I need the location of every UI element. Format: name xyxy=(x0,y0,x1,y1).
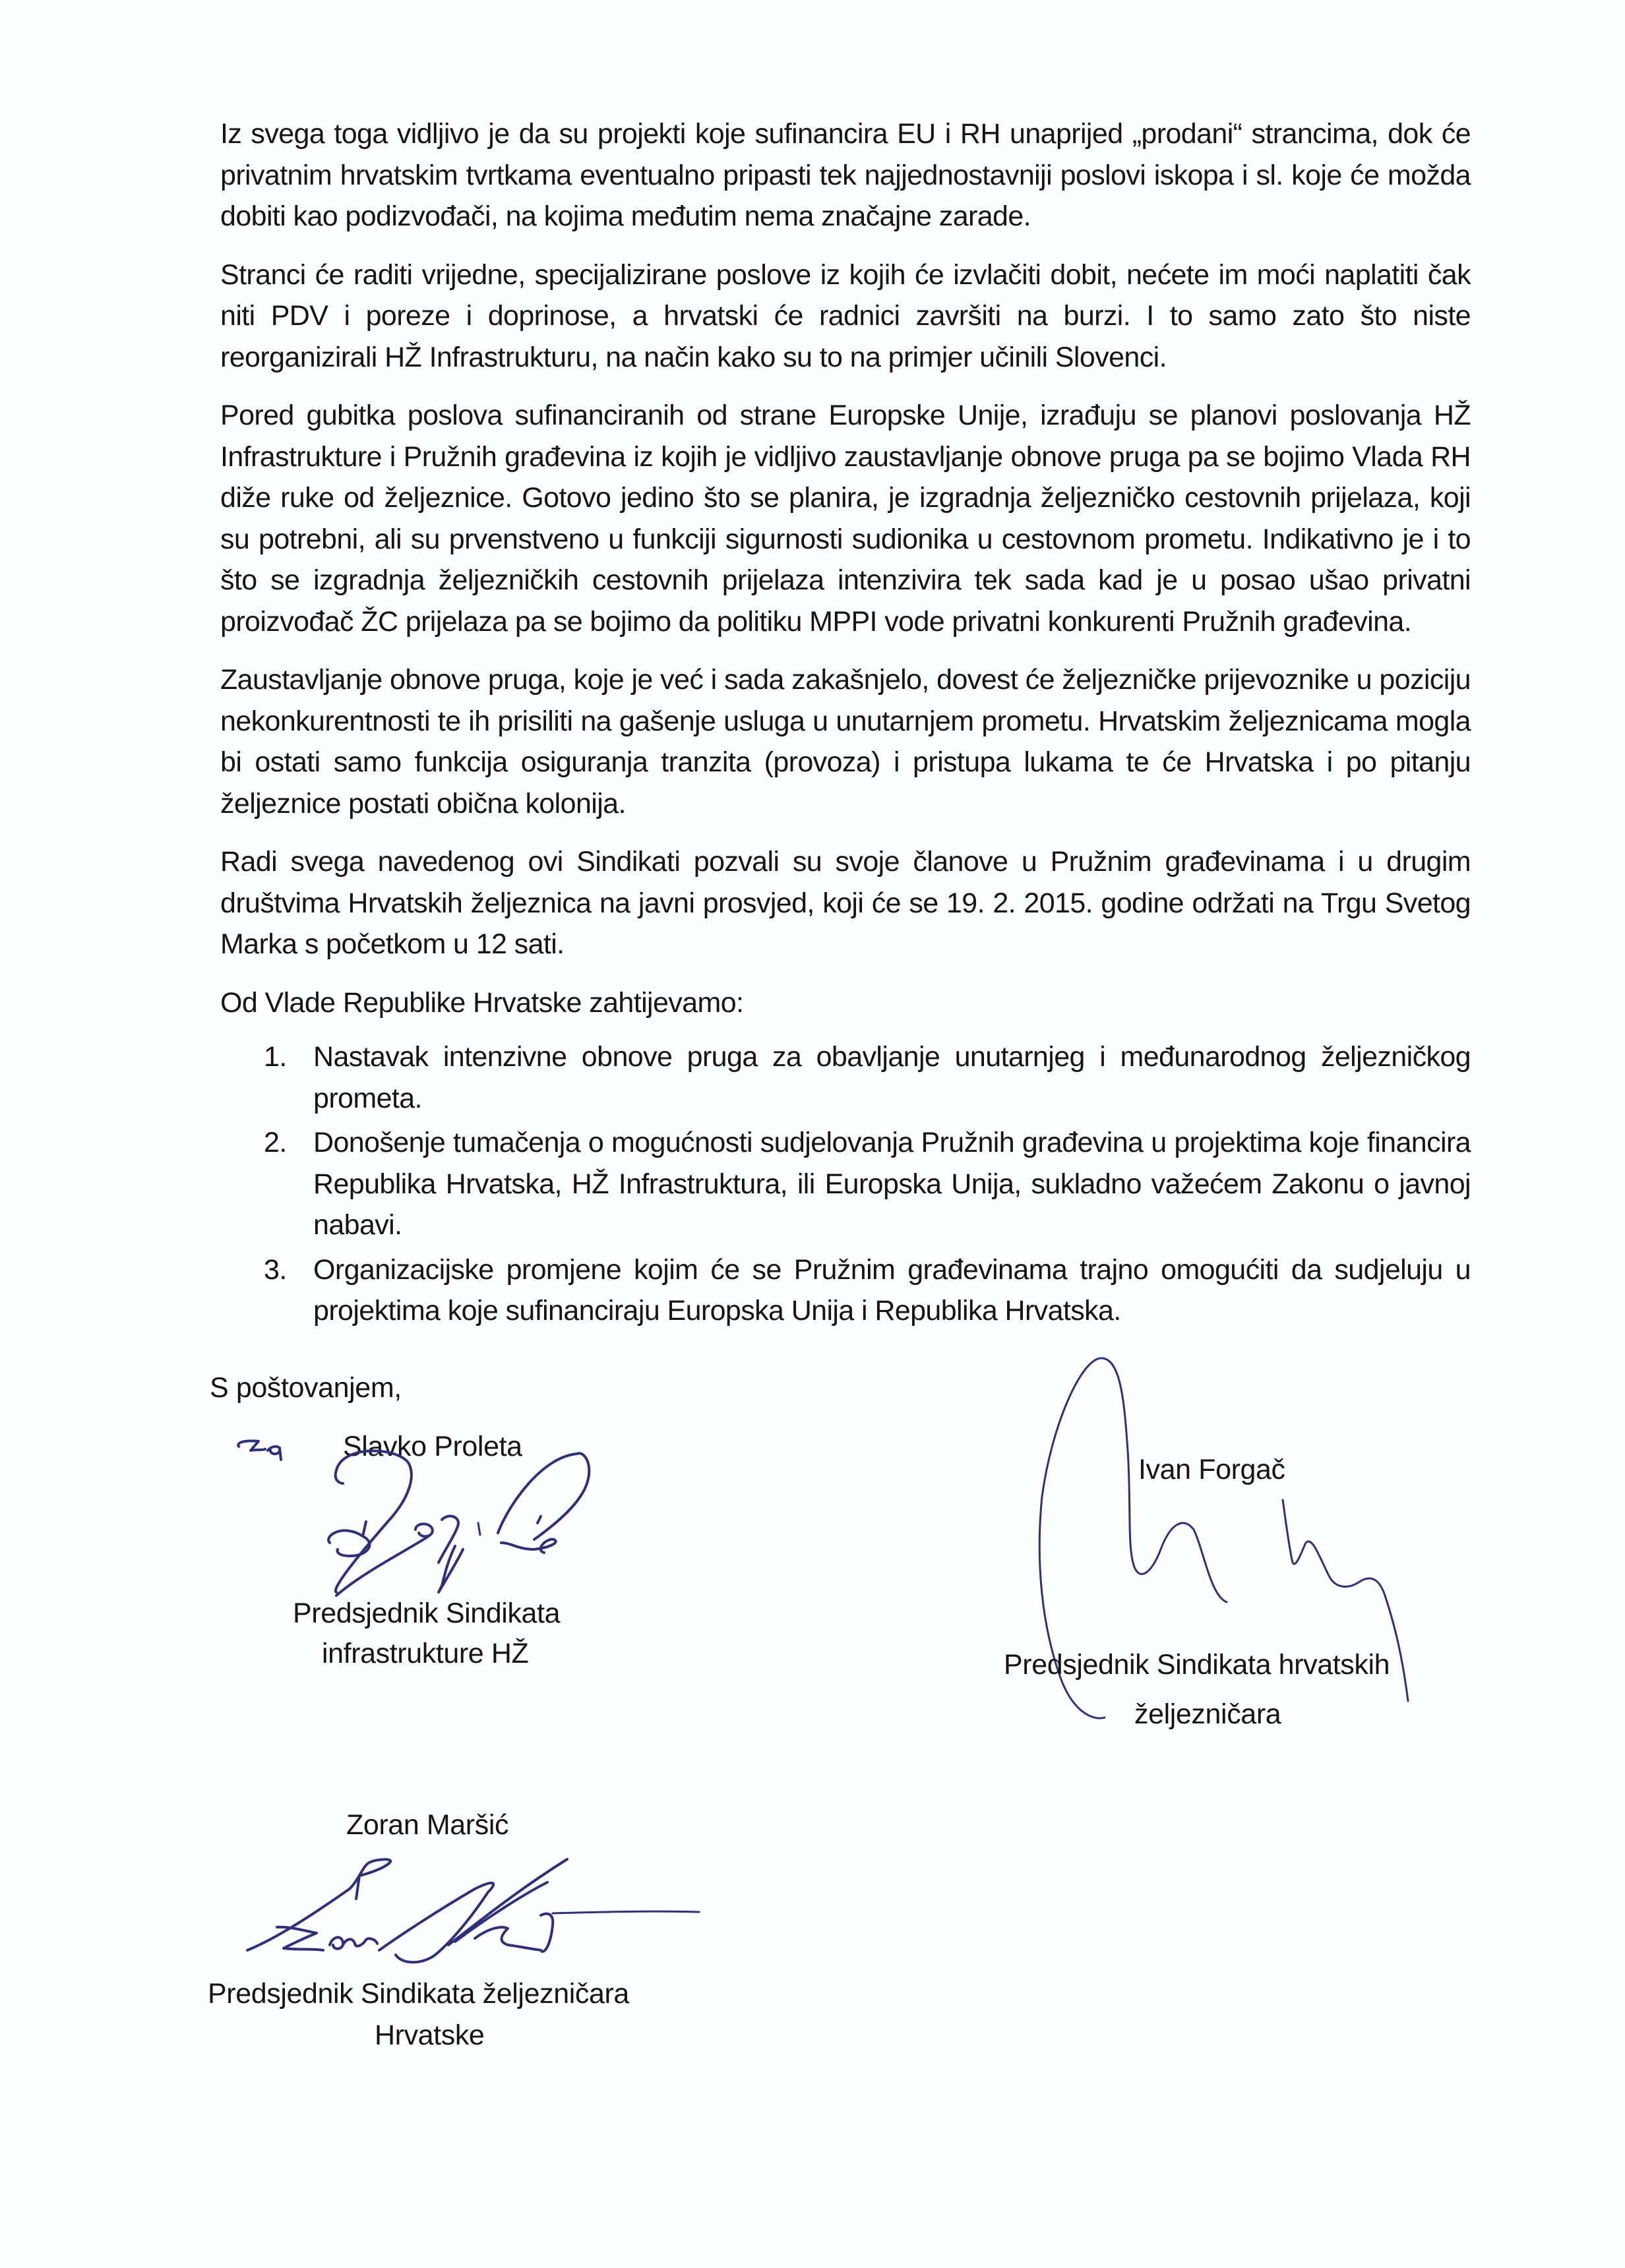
list-number: 3. xyxy=(264,1253,287,1286)
paragraph: Pored gubitka poslova sufinanciranih od strane Europske Unije, izrađuju se planovi poslovanja HŽ Infrastrukture i Pružnih građevina iz kojih je vidljivo zaustavljanje obnove pruga pa se bojimo Vlada RH diže ruke od željeznice. Gotovo jedino što se planira, je izgradnja željezničko cestovnih prijelaza, koji su potrebni, ali su prvenstveno u funkciji sigurnosti sudionika u cestovnom prometu. Indikativno je i to što se izgradnja željezničkih cestovnih prijelaza intenzivira tek sada kad je u posao ušao privatni proizvođač ŽC prijelaza pa se bojimo da politiku MPPI vode privatni konkurenti Pružnih građevina. xyxy=(220,400,1471,638)
signatory-title: Predsjednik Sindikata hrvatskih xyxy=(1004,1649,1390,1681)
signatory-title: željezničara xyxy=(1134,1698,1281,1730)
closing-salutation: S poštovanjem, xyxy=(210,1372,402,1404)
signatory-name: Slavko Proleta xyxy=(343,1431,522,1462)
signature-slavko-icon xyxy=(323,1444,627,1615)
signatory-title: Predsjednik Sindikata željezničara xyxy=(208,1978,629,2010)
paragraph: Iz svega toga vidljivo je da su projekti koje sufinancira EU i RH unaprijed „prodani“ strancima, dok će privatnim hrvatskim tvrtkama eventualno pripasti tek najjednostavniji poslovi iskopa i sl. koje će možda dobiti kao podizvođači, na kojima međutim nema značajne zarade. xyxy=(220,118,1471,232)
letter-body xyxy=(220,113,1471,1335)
signatory-title: Hrvatske xyxy=(375,2019,485,2051)
signature-zoran-icon xyxy=(237,1853,699,1971)
paragraph: Zaustavljanje obnove pruga, koje je već i sada zakašnjelo, dovest će željezničke prijevoznike u poziciju nekonkurentnosti te ih prisiliti na gašenje usluga u unutarnjem prometu. Hrvatskim željeznicama mogla bi ostati samo funkcija osiguranja tranzita (provoza) i pristupa lukama te će Hrvatska i po pitanju željeznice postati obična kolonija. xyxy=(220,664,1471,820)
list-item xyxy=(220,1122,1471,1246)
signatory-title: Predsjednik Sindikata xyxy=(293,1597,561,1629)
paragraph: Stranci će raditi vrijedne, specijalizirane poslove iz kojih će izvlačiti dobit, nećete im moći naplatiti čak niti PDV i poreze i doprinose, a hrvatski će radnici završiti na burzi. I to samo zato što niste reorganizirali HŽ Infrastrukturu, na način kako su to na primjer učinili Slovenci. xyxy=(220,258,1471,373)
paragraph: Radi svega navedenog ovi Sindikati pozvali su svoje članove u Pružnim građevinama i u drugim društvima Hrvatskih željeznica na javni prosvjed, koji će se 19. 2. 2015. godine održati na Trgu Svetog Marka s početkom u 12 sati. xyxy=(220,846,1471,960)
list-item-text: Nastavak intenzivne obnove pruga za obavljanje unutarnjeg i međunarodnog željezničkog prometa. xyxy=(313,1041,1471,1114)
list-item xyxy=(220,1249,1471,1332)
demands-list xyxy=(220,1036,1471,1332)
list-item-text: Donošenje tumačenja o mogućnosti sudjelovanja Pružnih građevina u projektima koje financira Republika Hrvatska, HŽ Infrastruktura, ili Europska Unija, sukladno važećem Zakonu o javnoj nabavi. xyxy=(313,1127,1471,1241)
handwritten-za-icon xyxy=(224,1431,303,1470)
list-item-text: Organizacijske promjene kojim će se Pružnim građevinama trajno omogućiti da sudjeluju u projektima koje sufinanciraju Europska Unija i Republika Hrvatska. xyxy=(313,1253,1471,1327)
signatory-name: Zoran Maršić xyxy=(346,1809,509,1841)
signatory-title: infrastrukture HŽ xyxy=(322,1638,529,1669)
signatory-name: Ivan Forgač xyxy=(1138,1454,1285,1485)
demands-intro: Od Vlade Republike Hrvatske zahtijevamo: xyxy=(220,986,744,1019)
list-number: 1. xyxy=(264,1041,287,1073)
list-item xyxy=(220,1036,1471,1119)
list-number: 2. xyxy=(264,1127,287,1158)
